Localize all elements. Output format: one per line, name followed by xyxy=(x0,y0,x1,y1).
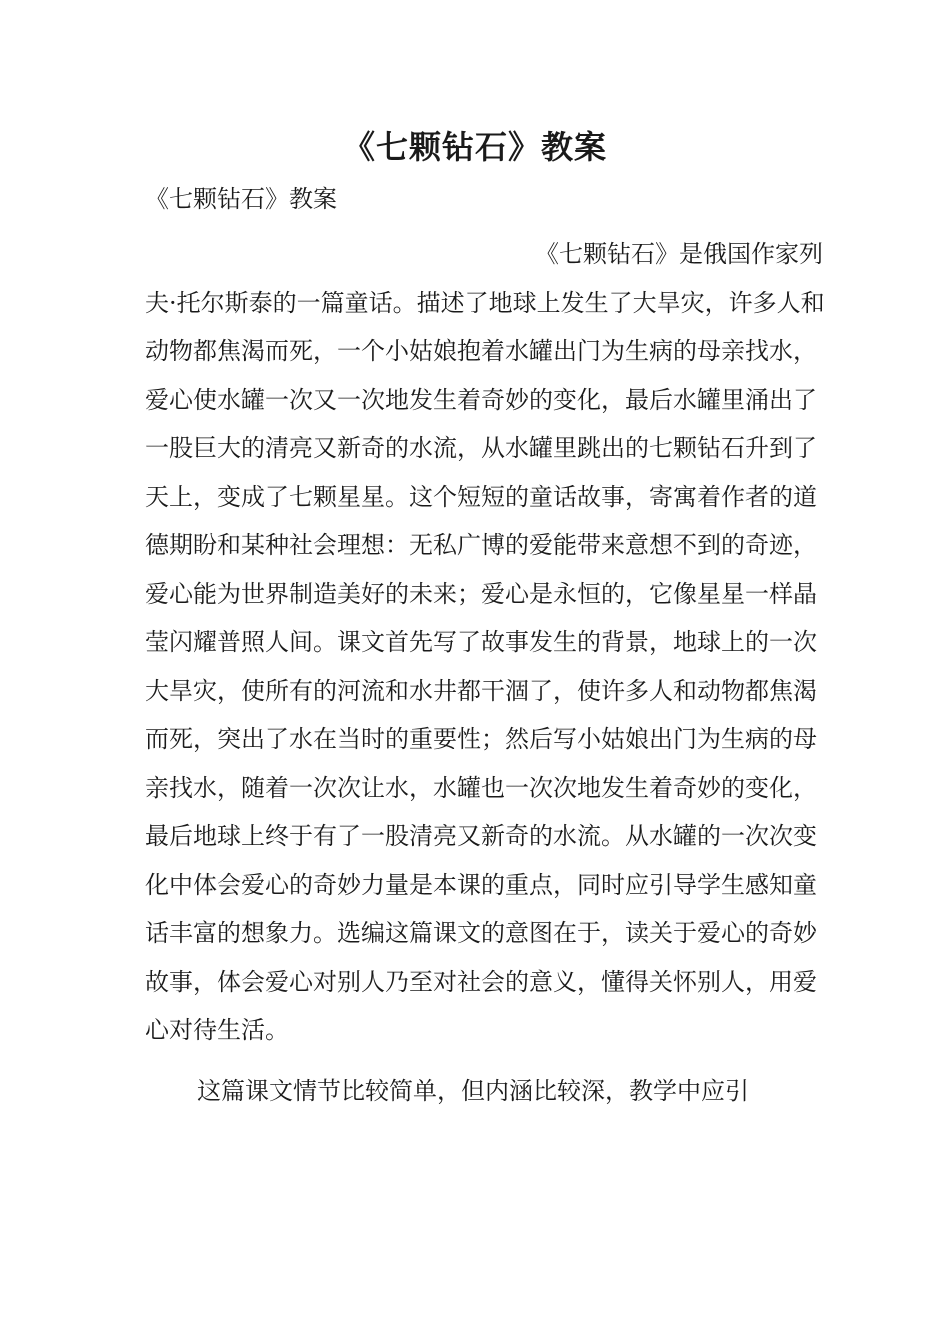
document-body xyxy=(145,230,825,1115)
document-subtitle: 《七颗钻石》教案 xyxy=(145,185,337,213)
body-paragraph-1: 《七颗钻石》是俄国作家列夫·托尔斯泰的一篇童话。描述了地球上发生了大旱灾，许多人和动物都焦渴而死，一个小姑娘抱着水罐出门为生病的母亲找水，爱心使水罐一次又一次地发生着奇妙的变化，最后水罐里涌出了一股巨大的清亮又新奇的水流，从水罐里跳出的七颗钻石升到了天上，变成了七颗星星。这个短短的童话故事，寄寓着作者的道德期盼和某种社会理想：无私广博的爱能带来意想不到的奇迹，爱心能为世界制造美好的未来；爱心是永恒的，它像星星一样晶莹闪耀普照人间。课文首先写了故事发生的背景，地球上的一次大旱灾，使所有的河流和水井都干涸了，使许多人和动物都焦渴而死，突出了水在当时的重要性；然后写小姑娘出门为生病的母亲找水，随着一次次让水，水罐也一次次地发生着奇妙的变化，最后地球上终于有了一股清亮又新奇的水流。从水罐的一次次变化中体会爱心的奇妙力量是本课的重点，同时应引导学生感知童话丰富的想象力。选编这篇课文的意图在于，读关于爱心的奇妙故事，体会爱心对别人乃至对社会的意义，懂得关怀别人，用爱心对待生活。 xyxy=(145,240,825,1044)
document-title: 《七颗钻石》教案 xyxy=(342,128,607,166)
body-paragraph-2: 这篇课文情节比较简单，但内涵比较深，教学中应引 xyxy=(197,1076,749,1105)
